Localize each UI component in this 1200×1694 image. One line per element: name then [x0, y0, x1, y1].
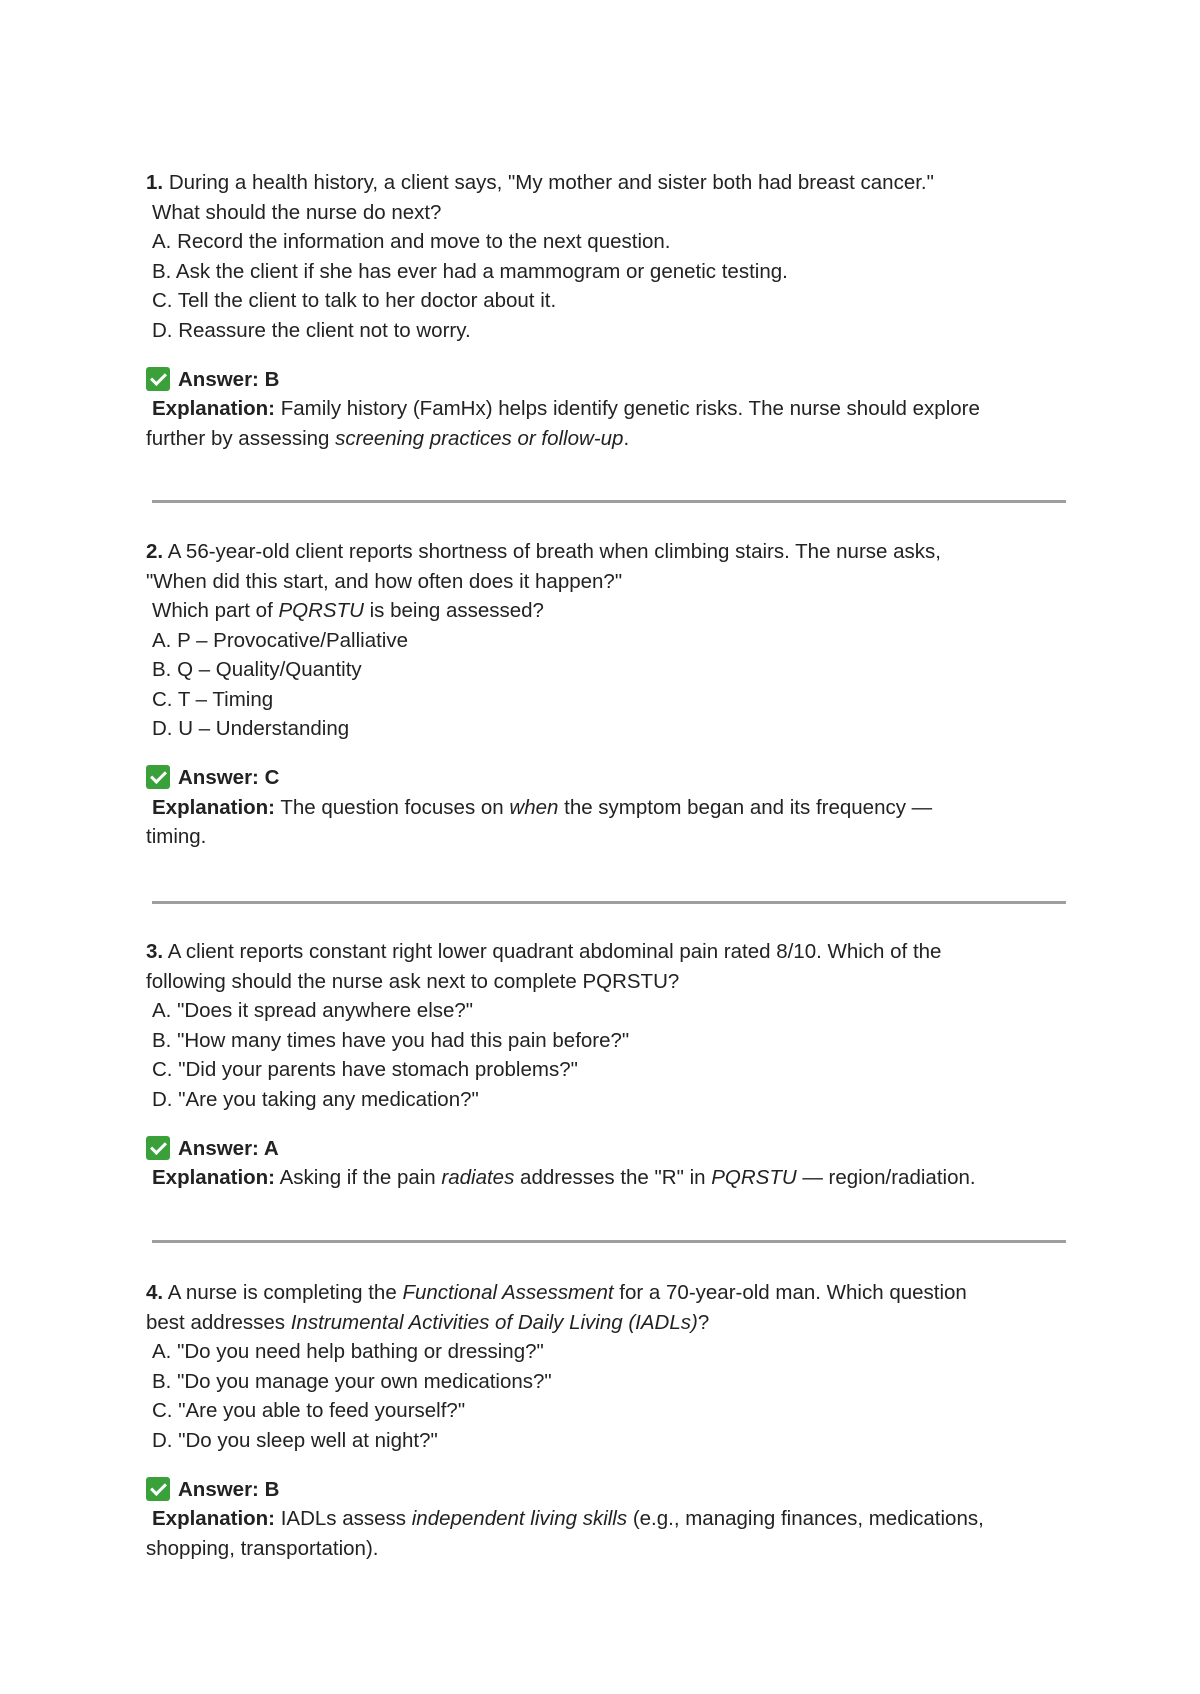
explanation-line: further by assessing screening practices or follow-up. — [146, 426, 630, 450]
check-mark-icon — [146, 765, 170, 789]
option-a: A. Record the information and move to the next question. — [152, 230, 671, 253]
question-1 — [146, 168, 980, 453]
option-a: A. "Do you need help bathing or dressing?" — [152, 1340, 544, 1363]
answer-line — [146, 1475, 984, 1504]
option-b: B. Ask the client if she has ever had a mammogram or genetic testing. — [152, 259, 788, 283]
question-stem: 2. A 56-year-old client reports shortness of breath when climbing stairs. The nurse asks, — [146, 540, 941, 563]
explanation-label: Explanation: — [152, 795, 276, 819]
explanation-label: Explanation: — [152, 397, 276, 420]
answer-text: Answer: A — [178, 1136, 279, 1160]
explanation-line: shopping, transportation). — [146, 1536, 379, 1560]
question-4 — [146, 1278, 984, 1563]
question-stem-line: Which part of PQRSTU is being assessed? — [152, 599, 544, 622]
option-d: D. Reassure the client not to worry. — [152, 318, 471, 342]
answer-text: Answer: B — [178, 1477, 280, 1501]
question-stem-line: "When did this start, and how often does it happen?" — [146, 569, 623, 593]
explanation-line: Explanation: Asking if the pain radiates addresses the "R" in PQRSTU — region/radiation. — [152, 1166, 976, 1189]
option-b: B. "Do you manage your own medications?" — [152, 1369, 552, 1393]
check-mark-icon — [146, 367, 170, 391]
option-d: D. "Are you taking any medication?" — [152, 1087, 479, 1111]
check-mark-icon — [146, 1136, 170, 1160]
question-number: 3. — [146, 940, 164, 963]
question-number: 1. — [146, 171, 164, 194]
question-stem: 1. During a health history, a client says, "My mother and sister both had breast cancer." — [146, 171, 934, 194]
option-d: D. "Do you sleep well at night?" — [152, 1428, 438, 1452]
answer-line — [146, 764, 941, 793]
divider — [152, 1240, 1066, 1243]
question-3 — [146, 937, 976, 1193]
explanation-line: Explanation: Family history (FamHx) helps identify genetic risks. The nurse should explore — [152, 397, 980, 420]
answer-text: Answer: B — [178, 367, 280, 391]
question-stem-line: best addresses Instrumental Activities of Daily Living (IADLs)? — [146, 1310, 710, 1334]
question-stem-line: What should the nurse do next? — [152, 200, 442, 224]
explanation-line: timing. — [146, 825, 207, 848]
answer-line — [146, 365, 980, 394]
question-stem: 3. A client reports constant right lower quadrant abdominal pain rated 8/10. Which of the — [146, 940, 942, 963]
divider — [152, 500, 1066, 503]
option-a: A. "Does it spread anywhere else?" — [152, 999, 474, 1022]
explanation-label: Explanation: — [152, 1166, 276, 1189]
option-c: C. "Are you able to feed yourself?" — [152, 1399, 466, 1422]
option-b: B. "How many times have you had this pain before?" — [152, 1028, 630, 1052]
check-mark-icon — [146, 1477, 170, 1501]
option-c: C. "Did your parents have stomach problems?" — [152, 1058, 578, 1081]
question-number: 2. — [146, 540, 164, 563]
answer-text: Answer: C — [178, 766, 280, 790]
option-d: D. U – Understanding — [152, 717, 350, 740]
option-c: C. Tell the client to talk to her doctor about it. — [152, 289, 557, 312]
question-2 — [146, 537, 941, 852]
question-number: 4. — [146, 1281, 164, 1304]
question-stem-line: following should the nurse ask next to complete PQRSTU? — [146, 969, 680, 993]
option-c: C. T – Timing — [152, 687, 274, 711]
question-stem: 4. A nurse is completing the Functional Assessment for a 70-year-old man. Which question — [146, 1281, 967, 1304]
option-b: B. Q – Quality/Quantity — [152, 658, 362, 681]
answer-line — [146, 1134, 976, 1163]
explanation-label: Explanation: — [152, 1507, 276, 1530]
explanation-line: Explanation: The question focuses on when the symptom began and its frequency — — [152, 795, 933, 819]
explanation-line: Explanation: IADLs assess independent living skills (e.g., managing finances, medications, — [152, 1507, 984, 1530]
divider — [152, 901, 1066, 904]
option-a: A. P – Provocative/Palliative — [152, 628, 408, 652]
